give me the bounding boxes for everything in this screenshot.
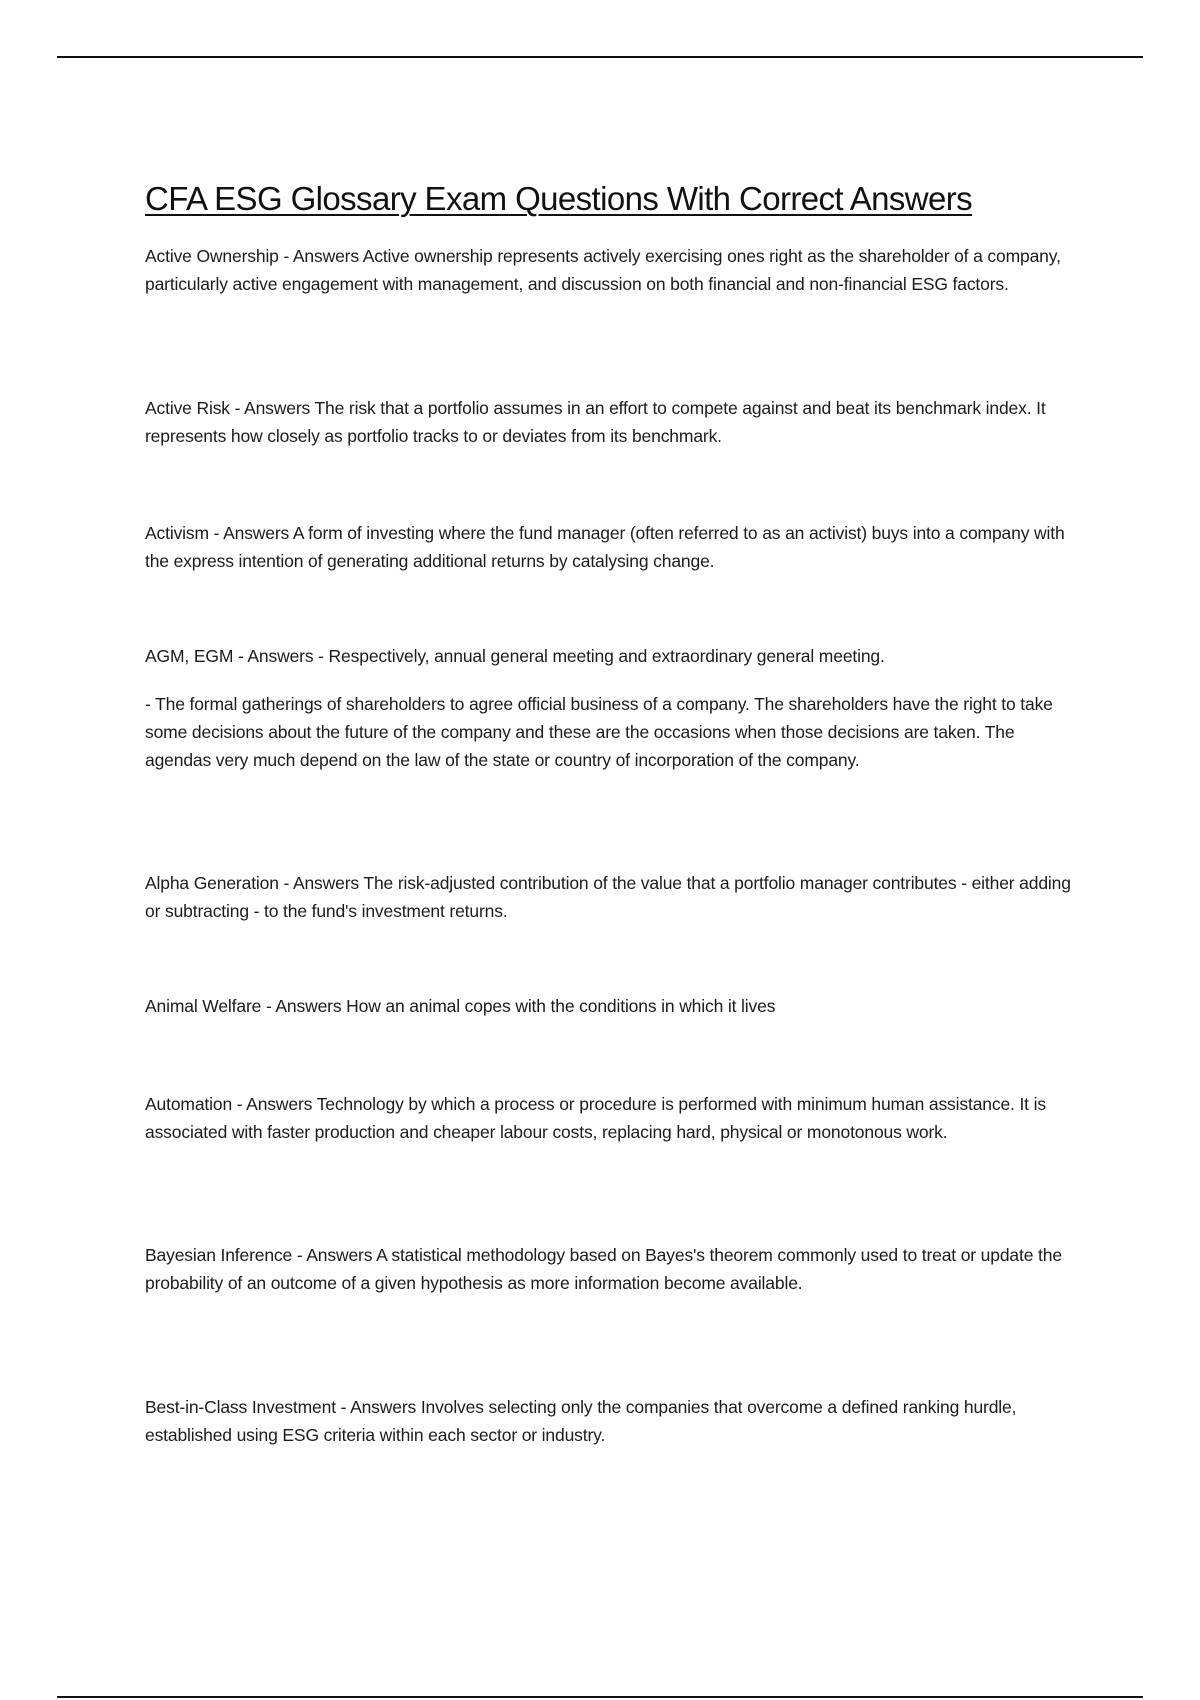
bottom-rule — [57, 1696, 1143, 1698]
page-title: CFA ESG Glossary Exam Questions With Correct Answers — [145, 180, 973, 217]
entry-answers-label: Answers — [247, 646, 314, 666]
entry-definition: How an animal copes with the conditions in which it lives — [346, 996, 776, 1016]
entry-definition: The risk-adjusted contribution of the value that a portfolio manager contributes - either adding or subtracting - to the fund's investment returns. — [145, 873, 1071, 921]
top-rule — [57, 56, 1143, 58]
entry-term: Alpha Generation — [145, 873, 279, 893]
entry-answers-label: Answers — [350, 1397, 417, 1417]
entry-answers-label: Answers — [244, 398, 311, 418]
glossary-entry-animal-welfare — [145, 992, 1080, 1020]
glossary-entry-agm-egm — [145, 642, 1080, 670]
entry-separator: - — [261, 996, 276, 1016]
glossary-entry-activism — [145, 519, 1080, 575]
entry-term: AGM, EGM — [145, 646, 234, 666]
entry-term: Automation — [145, 1094, 233, 1114]
entry-definition: Active ownership represents actively exercising ones right as the shareholder of a company, particularly active engagement with management, and discussion on both financial and non-financial ESG factors. — [145, 246, 1061, 294]
entry-term: Active Risk — [145, 398, 230, 418]
entry-definition: - Respectively, annual general meeting and extraordinary general meeting. — [318, 646, 885, 666]
entry-definition: A statistical methodology based on Bayes's theorem commonly used to treat or update the probability of an outcome of a given hypothesis as more information become available. — [145, 1245, 1062, 1293]
entry-term: Animal Welfare — [145, 996, 262, 1016]
entry-answers-label: Answers — [275, 996, 342, 1016]
entry-separator: - — [208, 523, 224, 543]
entry-term: Best-in-Class Investment — [145, 1397, 336, 1417]
glossary-entry-active-risk — [145, 394, 1080, 450]
glossary-entry-agm-egm-continuation: - The formal gatherings of shareholders to agree official business of a company. The shareholders have the right to take some decisions about the future of the company and these are the occasions when those decisions are taken. The agendas very much depend on the law of the state or country of incorporation of the company. — [145, 694, 1053, 770]
entry-definition: A form of investing where the fund manager (often referred to as an activist) buys into a company with the express intention of generating additional returns by catalysing change. — [145, 523, 1065, 571]
entry-definition: The risk that a portfolio assumes in an effort to compete against and beat its benchmark index. It represents how closely as portfolio tracks to or deviates from its benchmark. — [145, 398, 1046, 446]
entry-answers-label: Answers — [246, 1094, 313, 1114]
entry-term: Bayesian Inference — [145, 1245, 293, 1265]
entry-term: Activism — [145, 523, 209, 543]
entry-separator: - — [233, 646, 248, 666]
entry-separator: - — [335, 1397, 351, 1417]
entry-answers-label: Answers — [292, 873, 360, 893]
entry-definition: Involves selecting only the companies that overcome a defined ranking hurdle, established using ESG criteria within each sector or industry. — [145, 1397, 1017, 1445]
entry-term: Active Ownership — [145, 246, 279, 266]
entry-answers-label: Answers — [306, 1245, 373, 1265]
glossary-entry-best-in-class-investment — [145, 1393, 1080, 1449]
entry-separator: - — [229, 398, 245, 418]
entry-answers-label: Answers — [223, 523, 290, 543]
entry-separator: - — [292, 1245, 307, 1265]
entry-separator: - — [278, 246, 293, 266]
glossary-entry-automation — [145, 1090, 1080, 1146]
glossary-entry-active-ownership — [145, 242, 1080, 298]
entry-definition: Technology by which a process or procedure is performed with minimum human assistance. It is associated with faster production and cheaper labour costs, replacing hard, physical or monotonous work. — [145, 1094, 1046, 1142]
entry-separator: - — [278, 873, 293, 893]
entry-answers-label: Answers — [292, 246, 359, 266]
entry-separator: - — [232, 1094, 247, 1114]
glossary-entry-alpha-generation — [145, 869, 1080, 925]
glossary-entry-bayesian-inference — [145, 1241, 1080, 1297]
